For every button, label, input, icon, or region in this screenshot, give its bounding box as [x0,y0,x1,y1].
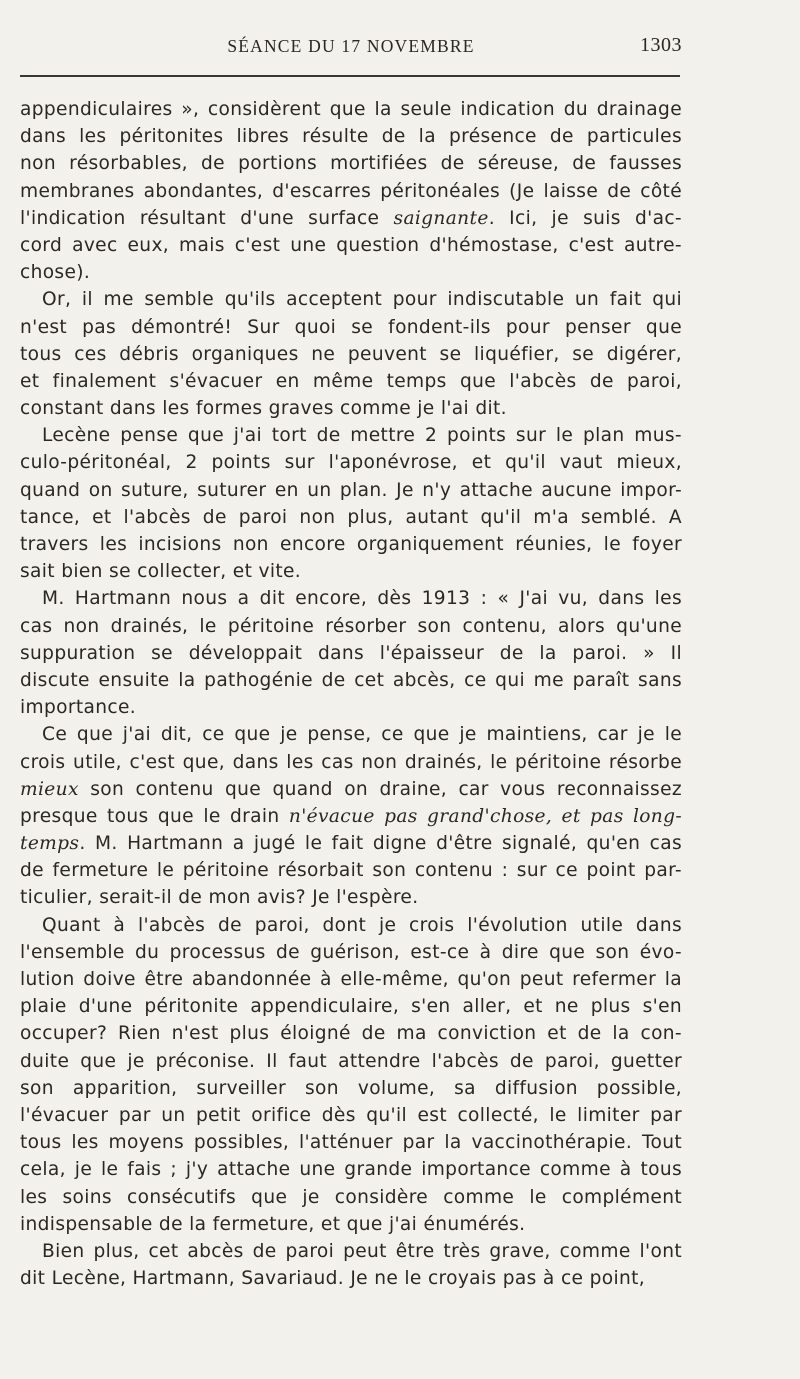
text-line: occuper? Rien n'est plus éloigné de ma conviction et de la con- [20,1023,682,1045]
text-line: cela, je le fais ; j'y attache une grande importance comme à tous [20,1159,682,1181]
page-number: 1303 [640,34,682,56]
text-line: appendiculaires », considèrent que la seule indication du drainage [20,99,682,120]
paragraph [20,912,682,1238]
paragraph [20,96,682,286]
text-line: mieux son contenu que quand on draine, car vous reconnaissez [20,778,682,800]
text-line: chose). [20,262,91,284]
text-line: duite que je préconise. Il faut attendre l'abcès de paroi, guetter [20,1050,682,1072]
paragraph [20,422,682,585]
paragraph [20,1238,682,1292]
header-rule [20,75,680,77]
text-line: travers les incisions non encore organiquement réunies, le foyer [20,534,682,555]
text-line: quand on suture, suturer en un plan. Je n'y attache aucune impor- [20,479,682,501]
text-line: indispensable de la fermeture, et que j'ai énumérés. [20,1213,526,1235]
text-line: tous les moyens possibles, l'atténuer par la vaccinothérapie. Tout [20,1132,682,1154]
text-line: lution doive être abandonnée à elle-même, qu'on peut refermer la [20,969,682,990]
paragraph [20,286,682,422]
text-line: sait bien se collecter, et vite. [20,561,302,583]
text-line: et finalement s'évacuer en même temps que l'abcès de paroi, [20,370,682,392]
text-line: l'ensemble du processus de guérison, est-ce à dire que son évo- [20,941,682,963]
text-line: non résorbables, de portions mortifiées de séreuse, de fausses [20,153,682,175]
running-head [20,36,682,62]
body-text [20,96,682,1292]
text-line: importance. [20,697,136,719]
text-line: tance, et l'abcès de paroi non plus, autant qu'il m'a semblé. A [20,506,682,528]
text-line: cas non drainés, le péritoine résorber son contenu, alors qu'une [20,615,682,637]
text-line: Ce que j'ai dit, ce que je pense, ce que je maintiens, car je le [42,724,682,746]
text-line: cord avec eux, mais c'est une question d'hémostase, c'est autre- [20,234,682,256]
text-line: ticulier, serait-il de mon avis? Je l'espère. [20,887,419,909]
text-line: Quant à l'abcès de paroi, dont je crois l'évolution utile dans [42,914,682,936]
running-head-title: SÉANCE DU 17 NOVEMBRE [227,36,475,56]
text-line: dans les péritonites libres résulte de la présence de particules [20,126,682,148]
text-line: presque tous que le drain n'évacue pas grand'chose, et pas long- [20,805,683,827]
text-line: Or, il me semble qu'ils acceptent pour indiscutable un fait qui [42,289,682,311]
text-line: Lecène pense que j'ai tort de mettre 2 points sur le plan mus- [42,425,682,447]
text-line: suppuration se développait dans l'épaisseur de la paroi. » Il [20,642,682,664]
text-line: constant dans les formes graves comme je l'ai dit. [20,398,507,420]
text-line: membranes abondantes, d'escarres péritonéales (Je laisse de côté [20,180,682,202]
paragraph [20,585,682,721]
text-line: l'indication résultant d'une surface saignante. Ici, je suis d'ac- [20,207,682,229]
text-line: Bien plus, cet abcès de paroi peut être très grave, comme l'ont [42,1240,682,1262]
paragraph [20,721,682,911]
text-line: son apparition, surveiller son volume, sa diffusion possible, [20,1077,682,1099]
text-line: plaie d'une péritonite appendiculaire, s'en aller, et ne plus s'en [20,996,682,1018]
text-line: culo-péritonéal, 2 points sur l'aponévrose, et qu'il vaut mieux, [20,452,682,474]
text-line: n'est pas démontré! Sur quoi se fondent-ils pour penser que [20,316,682,338]
text-line: de fermeture le péritoine résorbait son contenu : sur ce point par- [20,860,682,882]
text-line: dit Lecène, Hartmann, Savariaud. Je ne le croyais pas à ce point, [20,1268,645,1290]
text-line: l'évacuer par un petit orifice dès qu'il est collecté, le limiter par [20,1104,682,1126]
text-line: temps. M. Hartmann a jugé le fait digne d'être signalé, qu'en cas [20,833,682,855]
text-line: les soins consécutifs que je considère comme le complément [20,1186,682,1208]
text-line: crois utile, c'est que, dans les cas non drainés, le péritoine résorbe [20,751,682,773]
text-line: M. Hartmann nous a dit encore, dès 1913 : « J'ai vu, dans les [42,588,682,610]
text-line: tous ces débris organiques ne peuvent se liquéfier, se digérer, [20,343,682,365]
text-line: discute ensuite la pathogénie de cet abcès, ce qui me paraît sans [20,669,682,691]
